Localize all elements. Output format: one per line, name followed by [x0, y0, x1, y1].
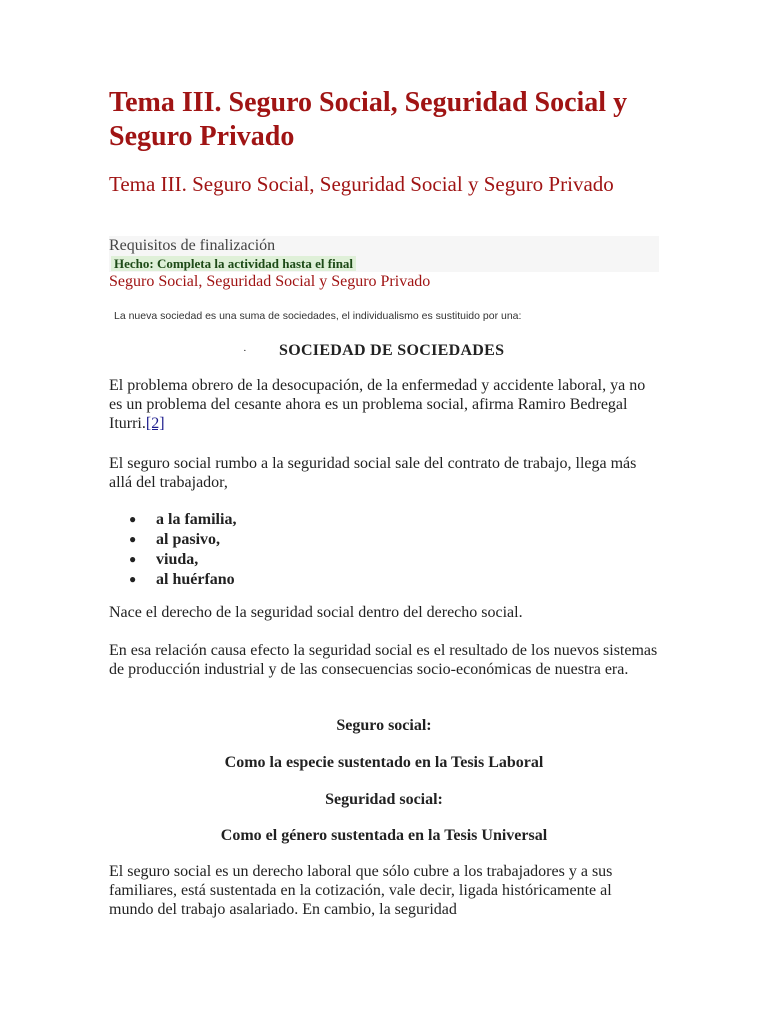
- beneficiaries-list: [109, 510, 409, 590]
- seguro-social-description: Como la especie sustentado en la Tesis Laboral: [224, 754, 544, 771]
- list-item: ● a la familia,: [129, 511, 237, 528]
- intro-text: La nueva sociedad es una suma de sociedades, el individualismo es sustituido por una:: [114, 310, 522, 322]
- completion-requirements-title: Requisitos de finalización: [109, 237, 276, 254]
- paragraph-2: El seguro social rumbo a la seguridad social sale del contrato de trabajo, llega más allá del trabajador,: [109, 455, 637, 491]
- page-title: Tema III. Seguro Social, Seguridad Social y Seguro Privado: [109, 87, 628, 152]
- list-item: ● al pasivo,: [129, 531, 221, 548]
- paragraph-1-text: El problema obrero de la desocupación, de la enfermedad y accidente laboral, ya no es un problema del cesante ahora es un problema social, afirma Ramiro Bedregal Iturri.: [109, 377, 646, 432]
- resource-link[interactable]: Seguro Social, Seguridad Social y Seguro Privado: [109, 273, 431, 290]
- list-item: ● viuda,: [129, 551, 199, 568]
- seguridad-social-description: Como el género sustentada en la Tesis Universal: [220, 827, 548, 844]
- paragraph-1: [109, 376, 659, 433]
- bullet-symbol: ·: [243, 345, 247, 357]
- list-item: ● al huérfano: [129, 571, 235, 588]
- heading-seguro-social: Seguro social:: [336, 717, 432, 734]
- bullet-heading-text: SOCIEDAD DE SOCIEDADES: [279, 342, 505, 359]
- completion-requirements: [109, 236, 659, 272]
- paragraph-4: En esa relación causa efecto la seguridad social es el resultado de los nuevos sistemas de producción industrial y de las consecuencias socio-económicas de nuestra era.: [109, 642, 658, 678]
- activity-title: Tema III. Seguro Social, Seguridad Social y Seguro Privado: [109, 172, 614, 196]
- completion-status-badge: Hecho: Completa la actividad hasta el final: [111, 256, 356, 271]
- footnote-link[interactable]: [2]: [145, 415, 165, 432]
- heading-seguridad-social: Seguridad social:: [325, 791, 443, 808]
- paragraph-5: El seguro social es un derecho laboral que sólo cubre a los trabajadores y a sus familiares, está sustentada en la cotización, vale decir, ligada históricamente al mundo del trabajo asalariado. En cambio, la seguridad: [109, 863, 613, 918]
- paragraph-3: Nace el derecho de la seguridad social dentro del derecho social.: [109, 604, 523, 621]
